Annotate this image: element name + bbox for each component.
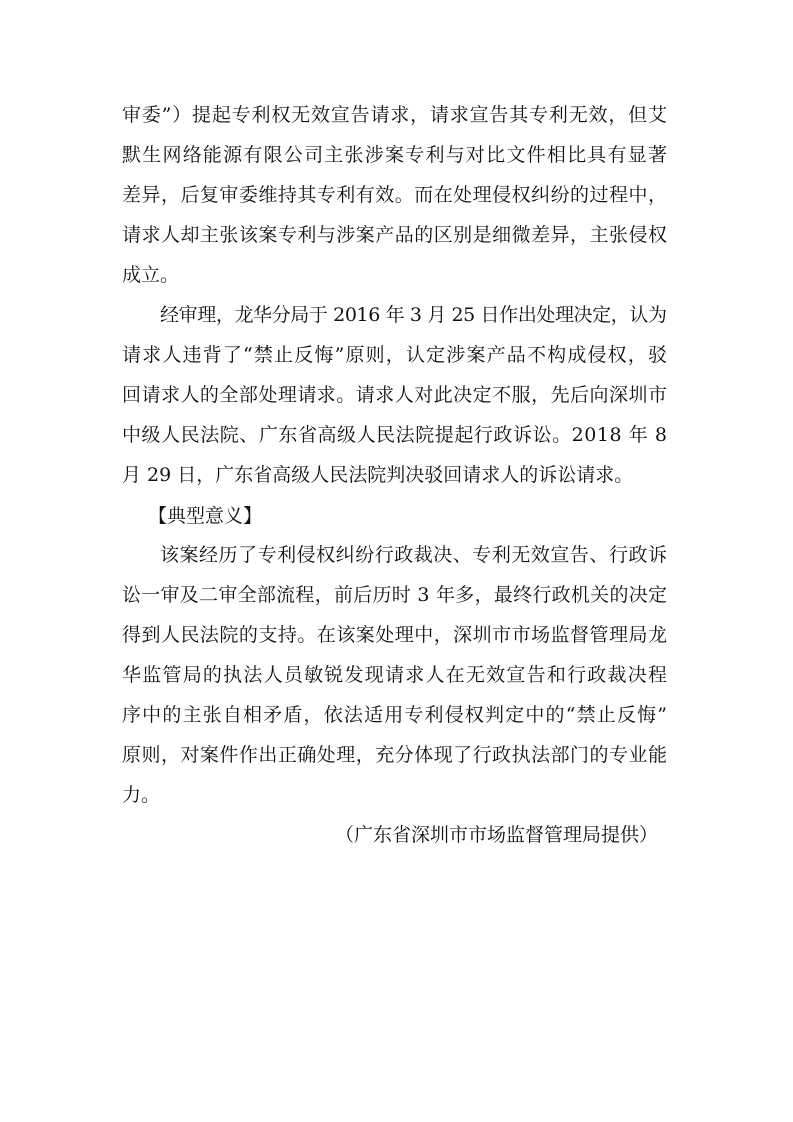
paragraph-1-line-2-text: 默生网络能源有限公司主张涉案专利与对比文件相比具有显著: [122, 144, 669, 166]
source-note: （广东省深圳市市场监督管理局提供）: [335, 824, 659, 846]
paragraph-2-line-2-text: 请求人违背了“禁止反悔”原则，认定涉案产品不构成侵权，驳: [122, 344, 669, 366]
paragraph-1-line-3-text: 差异，后复审委维持其专利有效。而在处理侵权纠纷的过程中，: [122, 184, 668, 206]
paragraph-1-line-5-text: 成立。: [122, 264, 180, 286]
section-heading: 【典型意义】: [148, 505, 263, 527]
paragraph-3-line-7-text: 力。: [122, 784, 161, 806]
paragraph-2-line-1-text: 经审理，龙华分局于 2016 年 3 月 25 日作出处理决定，认为: [160, 304, 667, 326]
paragraph-1-line-1-text: 审委”）提起专利权无效宣告请求，请求宣告其专利无效，但艾: [122, 104, 668, 126]
paragraph-3-line-1-text: 该案经历了专利侵权纠纷行政裁决、专利无效宣告、行政诉: [160, 544, 668, 566]
paragraph-2-line-3-text: 回请求人的全部处理请求。请求人对此决定不服，先后向深圳市: [122, 384, 668, 406]
paragraph-3-line-2-text: 讼一审及二审全部流程，前后历时 3 年多，最终行政机关的决定: [122, 584, 668, 606]
paragraph-2-line-5-text: 月 29 日，广东省高级人民法院判决驳回请求人的诉讼请求。: [122, 464, 634, 486]
paragraph-1-line-4-text: 请求人却主张该案专利与涉案产品的区别是细微差异，主张侵权: [122, 224, 668, 246]
paragraph-3-line-4-text: 华监管局的执法人员敏锐发现请求人在无效宣告和行政裁决程: [122, 664, 669, 686]
paragraph-3-line-6-text: 原则，对案件作出正确处理，充分体现了行政执法部门的专业能: [122, 744, 668, 766]
paragraph-3-line-3-text: 得到人民法院的支持。在该案处理中，深圳市市场监督管理局龙: [122, 624, 668, 646]
paragraph-2-line-4-text: 中级人民法院、广东省高级人民法院提起行政诉讼。2018 年 8: [122, 424, 668, 446]
paragraph-3-line-5-text: 序中的主张自相矛盾，依法适用专利侵权判定中的“禁止反悔”: [122, 704, 669, 726]
